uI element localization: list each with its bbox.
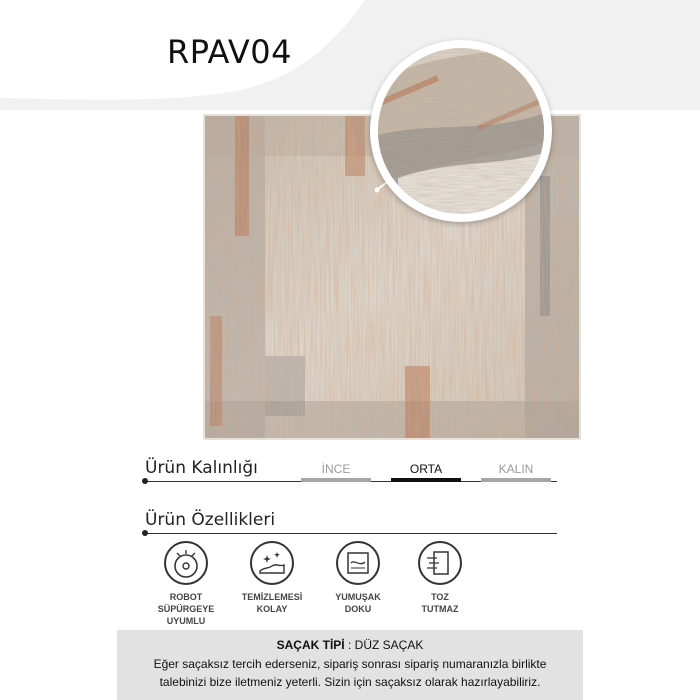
fringe-separator: : <box>344 638 355 652</box>
features-divider <box>145 533 557 534</box>
feature-label-easy-clean: TEMİZLEMESİ KOLAY <box>241 592 303 614</box>
feature-label-soft: YUMUŞAK DOKU <box>335 592 381 614</box>
robot-vacuum-icon <box>164 541 208 585</box>
texture-zoom <box>370 40 552 222</box>
fringe-value: DÜZ SAÇAK <box>354 638 424 652</box>
dust-free-icon <box>418 541 462 585</box>
thickness-bar-medium <box>391 478 461 482</box>
thickness-option-thin[interactable]: İNCE <box>321 462 351 476</box>
fringe-description: Eğer saçaksız tercih ederseniz, sipariş sonrası sipariş numaranızla birlikte talebinizi bize iletmeniz yeterli. Sizin için saçaksız olarak hazırlayabiliriz. <box>153 657 547 689</box>
fringe-heading <box>117 638 583 652</box>
thickness-title: Ürün Kalınlığı <box>145 458 258 478</box>
divider-dot <box>142 478 148 484</box>
fringe-label: SAÇAK TİPİ <box>276 638 345 652</box>
fringe-info-box <box>117 630 583 700</box>
features-title: Ürün Özellikleri <box>145 510 276 530</box>
divider-dot <box>142 530 148 536</box>
thickness-option-medium[interactable]: ORTA <box>409 462 443 476</box>
thickness-option-thick[interactable]: KALIN <box>498 462 534 476</box>
feature-label-robot: ROBOT SÜPÜRGEYE UYUMLU <box>157 592 215 626</box>
feature-label-dust: TOZ TUTMAZ <box>421 592 459 614</box>
product-code: RPAV04 <box>167 33 292 71</box>
soft-texture-icon <box>336 541 380 585</box>
easy-clean-icon <box>250 541 294 585</box>
thickness-bar-thick <box>481 478 551 482</box>
thickness-bar-thin <box>301 478 371 482</box>
